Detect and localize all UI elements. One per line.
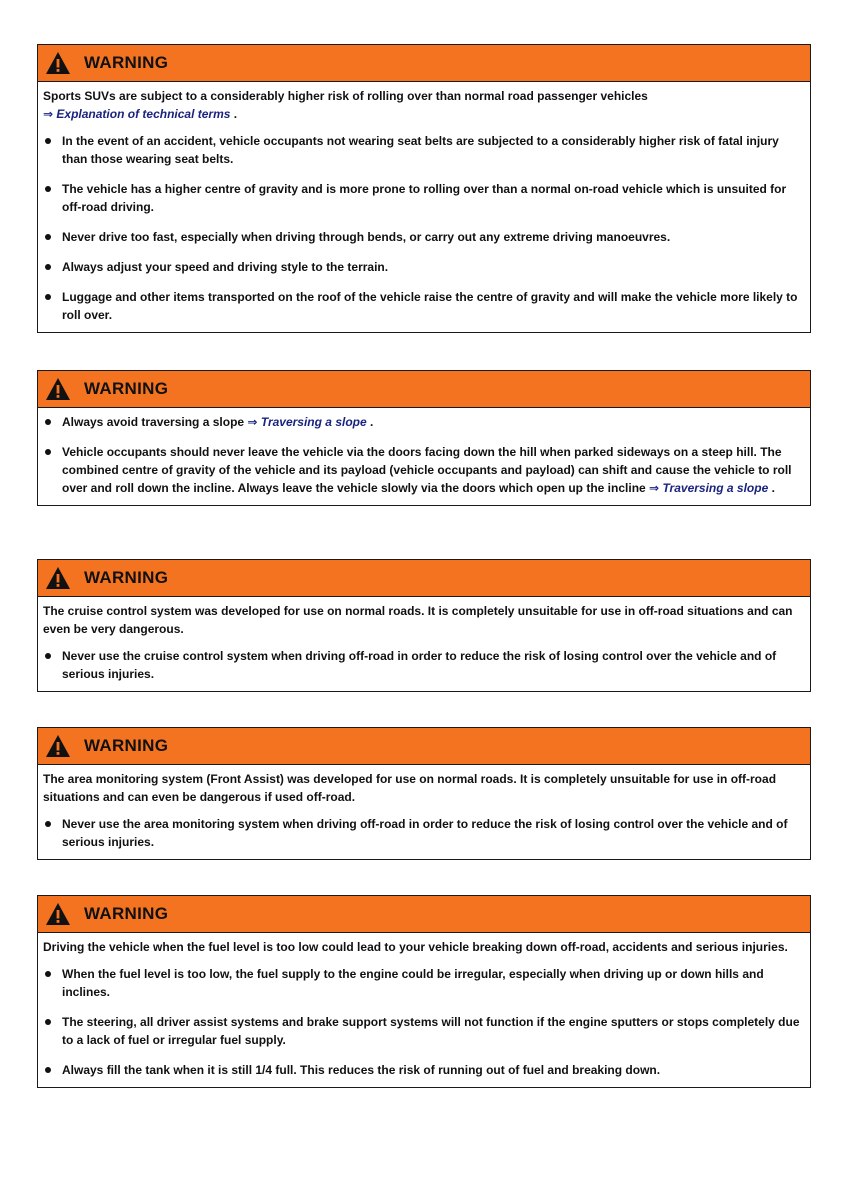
warning-intro: The cruise control system was developed for use on normal roads. It is completely unsuitable for use in off-road situations and can even be very dangerous.	[43, 604, 793, 636]
warning-header	[38, 728, 810, 765]
intro-text: Sports SUVs are subject to a considerably higher risk of rolling over than normal road passenger vehicles	[43, 89, 648, 103]
warning-box-front-assist	[37, 727, 811, 860]
bullet-list	[43, 965, 804, 1079]
warning-triangle-icon	[45, 566, 71, 590]
bullet-text: The steering, all driver assist systems and brake support systems will not function if the engine sputters or stops completely due to a lack of fuel or irregular fuel supply.	[62, 1015, 800, 1047]
bullet-icon	[45, 821, 51, 827]
warning-intro: The area monitoring system (Front Assist) was developed for use on normal roads. It is completely unsuitable for use in off-road situations and can even be dangerous if used off-road.	[43, 772, 777, 804]
bullet-icon	[45, 1067, 51, 1073]
warning-body	[38, 82, 810, 332]
list-item	[43, 965, 804, 1001]
warning-intro: Driving the vehicle when the fuel level is too low could lead to your vehicle breaking down off-road, accidents and serious injuries.	[43, 940, 788, 954]
bullet-text: Never use the cruise control system when driving off-road in order to reduce the risk of losing control over the vehicle and of serious injuries.	[62, 649, 777, 681]
bullet-text: When the fuel level is too low, the fuel supply to the engine could be irregular, especially when driving up or down hills and inclines.	[62, 967, 764, 999]
list-item	[43, 228, 804, 246]
bullet-icon	[45, 449, 51, 455]
warning-intro	[43, 87, 804, 123]
bullet-text: Vehicle occupants should never leave the vehicle via the doors facing down the hill when parked sideways on a steep hill. The combined centre of gravity of the vehicle and its payload (vehicle occupants and payload) can shift and cause the vehicle to roll over and roll down the incline. Always leave the vehicle slowly via the doors which open up the incline	[62, 445, 792, 495]
bullet-list	[43, 815, 804, 851]
list-item	[43, 413, 804, 431]
bullet-text: Always adjust your speed and driving style to the terrain.	[62, 260, 389, 274]
bullet-icon	[45, 138, 51, 144]
list-item	[43, 1013, 804, 1049]
warning-title: WARNING	[84, 379, 169, 398]
bullet-text: The vehicle has a higher centre of gravity and is more prone to rolling over than a normal on-road vehicle which is unsuited for off-road driving.	[62, 182, 787, 214]
warning-header	[38, 371, 810, 408]
link-traversing-a-slope[interactable]: Traversing a slope	[662, 481, 769, 495]
list-item	[43, 258, 804, 276]
link-suffix: .	[366, 415, 374, 429]
warning-triangle-icon	[45, 51, 71, 75]
bullet-text: In the event of an accident, vehicle occupants not wearing seat belts are subjected to a considerably higher risk of fatal injury than those wearing seat belts.	[62, 134, 779, 166]
link-arrow-icon: ⇒	[247, 415, 258, 429]
bullet-text: Luggage and other items transported on the roof of the vehicle raise the centre of gravity and will make the vehicle more likely to roll over.	[62, 290, 798, 322]
link-suffix: .	[768, 481, 775, 495]
warning-box-cruise-control	[37, 559, 811, 692]
link-arrow-icon: ⇒	[43, 107, 54, 121]
bullet-icon	[45, 264, 51, 270]
warning-box-slope	[37, 370, 811, 506]
warning-triangle-icon	[45, 902, 71, 926]
bullet-text: Never drive too fast, especially when driving through bends, or carry out any extreme driving manoeuvres.	[62, 230, 671, 244]
link-traversing-a-slope[interactable]: Traversing a slope	[260, 415, 367, 429]
warning-box-rollover	[37, 44, 811, 333]
warning-title: WARNING	[84, 736, 169, 755]
warning-header	[38, 560, 810, 597]
bullet-text: Always avoid traversing a slope	[62, 415, 248, 429]
list-item	[43, 288, 804, 324]
bullet-text: Always fill the tank when it is still 1/4 full. This reduces the risk of running out of fuel and breaking down.	[62, 1063, 661, 1077]
bullet-icon	[45, 234, 51, 240]
bullet-icon	[45, 1019, 51, 1025]
list-item	[43, 132, 804, 168]
list-item	[43, 1061, 804, 1079]
list-item	[43, 180, 804, 216]
bullet-text: Never use the area monitoring system when driving off-road in order to reduce the risk of losing control over the vehicle and of serious injuries.	[62, 817, 788, 849]
list-item	[43, 443, 804, 497]
bullet-icon	[45, 653, 51, 659]
warning-header	[38, 896, 810, 933]
bullet-list	[43, 647, 804, 683]
bullet-list	[43, 413, 804, 497]
warning-title: WARNING	[84, 568, 169, 587]
warning-body	[38, 597, 810, 691]
bullet-icon	[45, 419, 51, 425]
link-suffix: .	[230, 107, 238, 121]
warning-title: WARNING	[84, 904, 169, 923]
bullet-icon	[45, 186, 51, 192]
warning-triangle-icon	[45, 734, 71, 758]
link-explanation-technical-terms[interactable]: Explanation of technical terms	[56, 107, 231, 121]
bullet-icon	[45, 971, 51, 977]
list-item	[43, 647, 804, 683]
warning-box-fuel-level	[37, 895, 811, 1088]
warning-body	[38, 408, 810, 505]
list-item	[43, 815, 804, 851]
bullet-list	[43, 132, 804, 324]
link-arrow-icon: ⇒	[649, 481, 660, 495]
warning-title: WARNING	[84, 53, 169, 72]
warning-body	[38, 933, 810, 1087]
warning-body	[38, 765, 810, 859]
warning-header	[38, 45, 810, 82]
warning-triangle-icon	[45, 377, 71, 401]
bullet-icon	[45, 294, 51, 300]
